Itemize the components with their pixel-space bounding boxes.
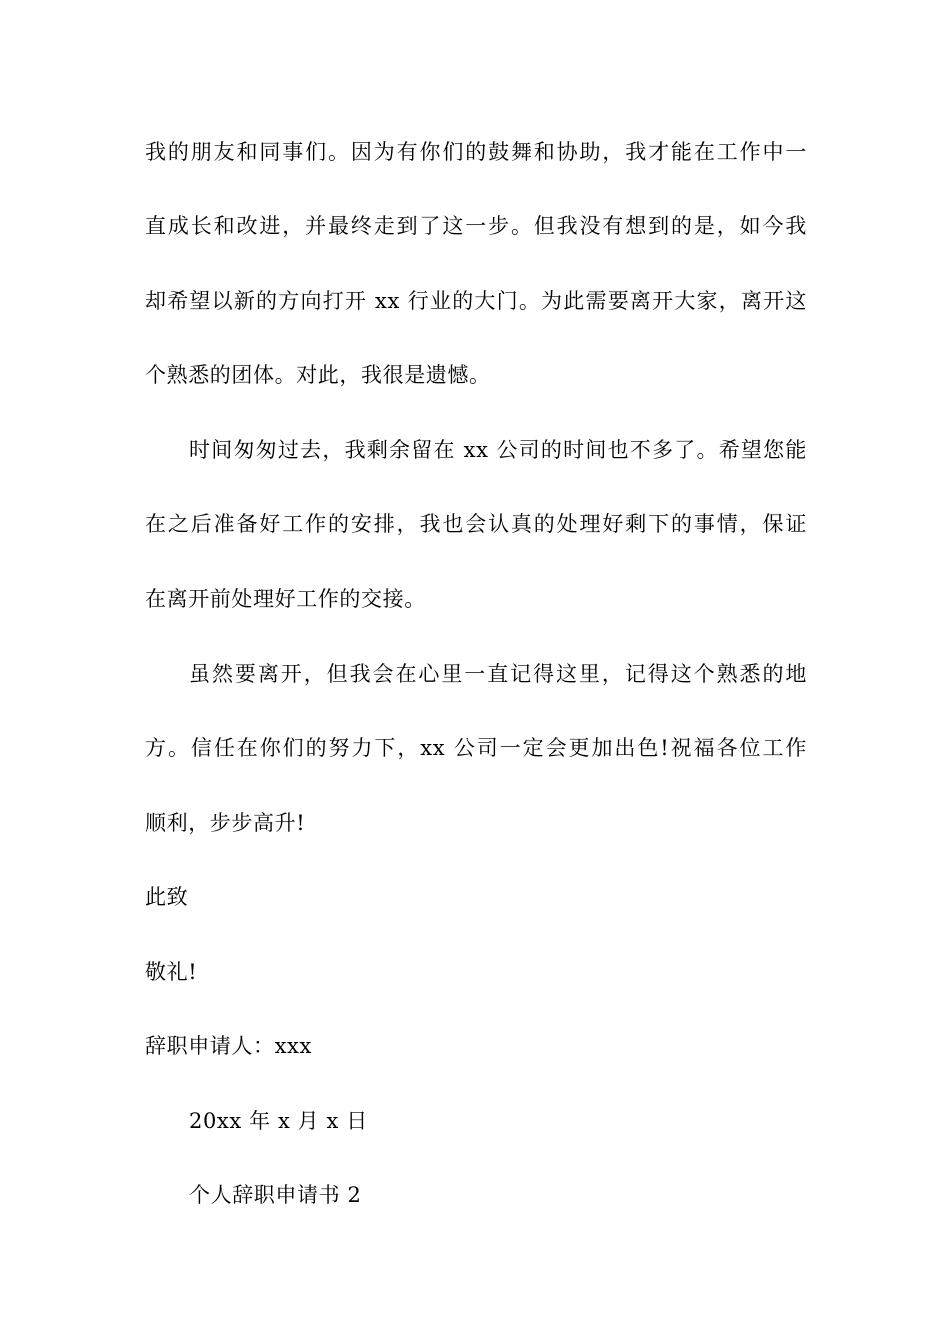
paragraph-3-line-2: 方。信任在你们的努力下，xx 公司一定会更加出色!祝福各位工作 (145, 736, 807, 760)
next-section-title: 个人辞职申请书 2 (189, 1183, 362, 1207)
paragraph-2-line-2: 在之后准备好工作的安排，我也会认真的处理好剩下的事情，保证 (145, 512, 807, 536)
signature-line: 辞职申请人：xxx (145, 1034, 312, 1058)
paragraph-1-line-1: 我的朋友和同事们。因为有你们的鼓舞和协助，我才能在工作中一 (145, 140, 807, 164)
paragraph-2-line-1: 时间匆匆过去，我剩余留在 xx 公司的时间也不多了。希望您能 (189, 438, 807, 462)
closing-salutation-1: 此致 (145, 885, 189, 909)
paragraph-3-line-1: 虽然要离开，但我会在心里一直记得这里，记得这个熟悉的地 (189, 662, 807, 686)
closing-salutation-2: 敬礼! (145, 960, 198, 984)
paragraph-3-line-3: 顺利，步步高升! (145, 811, 306, 835)
paragraph-1-line-4: 个熟悉的团体。对此，我很是遗憾。 (145, 363, 491, 387)
paragraph-1-line-2: 直成长和改进，并最终走到了这一步。但我没有想到的是，如今我 (145, 214, 807, 238)
date-line: 20xx 年 x 月 x 日 (189, 1109, 368, 1133)
paragraph-2-line-3: 在离开前处理好工作的交接。 (145, 587, 426, 611)
paragraph-1-line-3: 却希望以新的方向打开 xx 行业的大门。为此需要离开大家，离开这 (145, 289, 807, 313)
